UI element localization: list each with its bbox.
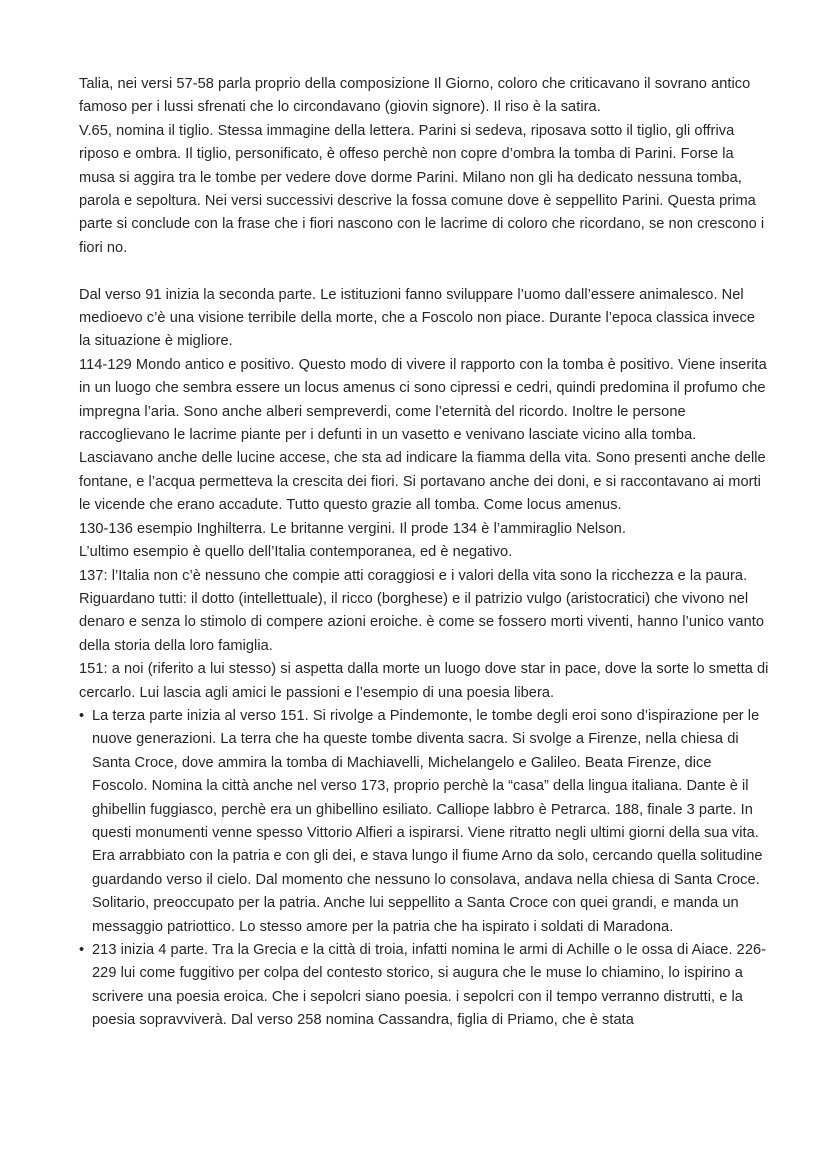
bullet-marker: • xyxy=(79,707,85,724)
bullet-list xyxy=(79,705,769,1033)
paragraph-tiglio: V.65, nomina il tiglio. Stessa immagine della lettera. Parini si sedeva, riposava sotto il tiglio, gli offriva riposo e ombra. Il tiglio, personificato, è offeso perchè non copre d’ombra la tomba di Parini. Forse la musa si aggira tra le tombe per vedere dove dorme Parini. Milano non gli ha dedicato nessuna tomba, parola e sepoltura. Nei versi successivi descrive la fossa comune dove è seppellito Parini. Questa prima parte si conclude con la frase che i fiori nascono con le lacrime di coloro che ricordano, se non crescono i fiori no. xyxy=(79,122,769,256)
bullet-text-terza-parte: La terza parte inizia al verso 151. Si rivolge a Pindemonte, le tombe degli eroi sono d’ispirazione per le nuove generazioni. La terra che ha queste tombe diventa sacra. Si svolge a Firenze, nella chiesa di Santa Croce, dove ammira la tomba di Machiavelli, Michelangelo e Galileo. Beata Firenze, dice Foscolo. Nomina la città anche nel verso 173, proprio perchè la “casa” della lingua italiana. Dante è il ghibellin fuggiasco, perchè era un ghibellino esiliato. Calliope labbro è Petrarca. 188, finale 3 parte. In questi monumenti venne spesso Vittorio Alfieri a ispirarsi. Viene ritratto negli ultimi giorni della sua vita. Era arrabbiato con la patria e con gli dei, e stava lungo il fiume Arno da solo, cercando quella solitudine guardando verso il cielo. Dal momento che nessuno lo consolava, andava nella chiesa di Santa Croce. Solitario, preoccupato per la patria. Anche lui seppellito a Santa Croce con quei grandi, e manda un messaggio patriottico. Lo stesso amore per la patria che ha ispirato i soldati di Maradona. xyxy=(92,707,767,935)
bullet-text-quarta-parte: 213 inizia 4 parte. Tra la Grecia e la città di troia, infatti nomina le armi di Achille o le ossa di Aiace. 226-229 lui come fuggitivo per colpa del contesto storico, si augura che le muse lo chiamino, lo ispirino a scrivere una poesia eroica. Che i sepolcri siano poesia. i sepolcri con il tempo verranno distrutti, e la poesia sopravviverà. Dal verso 258 nomina Cassandra, figlia di Priamo, che è stata xyxy=(92,942,767,1029)
paragraph-137: 137: l’Italia non c’è nessuno che compie atti coraggiosi e i valori della vita sono la ricchezza e la paura. Riguardano tutti: il dotto (intellettuale), il ricco (borghese) e il patrizio vulgo (aristocratici) che vivono nel denaro e senza lo stimolo di compere azioni eroiche. è come se fossero morti viventi, hanno l’unico vanto della storia della loro famiglia. xyxy=(79,567,769,654)
bullet-marker: • xyxy=(79,942,85,959)
paragraph-130-136: 130-136 esempio Inghilterra. Le britanne vergini. Il prode 134 è l’ammiraglio Nelson. xyxy=(79,520,626,537)
list-item xyxy=(79,705,769,939)
document-page xyxy=(79,73,773,1033)
paragraph-verso-91: Dal verso 91 inizia la seconda parte. Le istituzioni fanno sviluppare l’uomo dall’essere animalesco. Nel medioevo c’è una visione terribile della morte, che a Foscolo non piace. Durante l’epoca classica invece la situazione è migliore. xyxy=(79,286,760,350)
section-seconda-parte xyxy=(79,284,773,705)
paragraph-ultimo-esempio: L’ultimo esempio è quello dell’Italia contemporanea, ed è negativo. xyxy=(79,544,513,561)
paragraph-talia: Talia, nei versi 57-58 parla proprio della composizione Il Giorno, coloro che criticavano il sovrano antico famoso per i lussi sfrenati che lo circondavano (giovin signore). Il riso è la satira. xyxy=(79,76,755,116)
paragraph-gap xyxy=(79,260,769,283)
paragraph-114-129: 114-129 Mondo antico e positivo. Questo modo di vivere il rapporto con la tomba è positivo. Viene inserita in un luogo che sembra essere un locus amenus ci sono cipressi e cedri, quindi predomina il profumo che impregna l’aria. Sono anche alberi sempreverdi, come l’eternità del ricordo. Inoltre le persone raccoglievano le lacrime piante per i defunti in un vasetto e venivano lasciate vicino alla tomba. Lasciavano anche delle lucine accese, che sta ad indicare la fiamma della vita. Sono presenti anche delle fontane, e l’acqua permetteva la crescita dei fiori. Si portavano anche dei doni, e si raccontavano ai morti le vicende che erano accadute. Tutto questo grazie all tomba. Come locus amenus. xyxy=(79,356,771,514)
list-item xyxy=(79,939,769,1033)
paragraph-151: 151: a noi (riferito a lui stesso) si aspetta dalla morte un luogo dove star in pace, dove la sorte lo smetta di cercarlo. Lui lascia agli amici le passioni e l’esempio di una poesia libera. xyxy=(79,661,773,701)
section-parini xyxy=(79,73,769,260)
